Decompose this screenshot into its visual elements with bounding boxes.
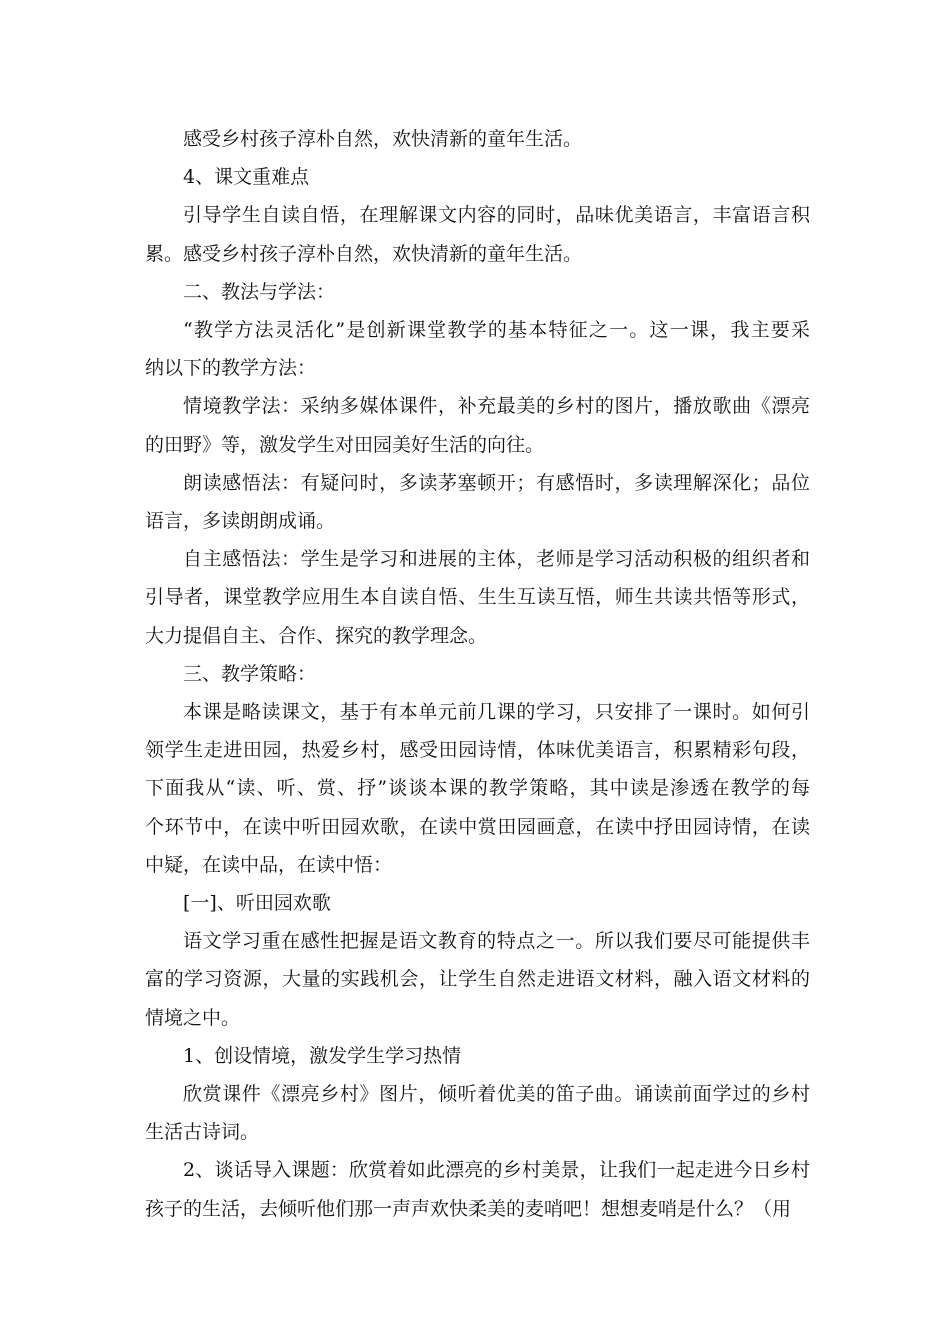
text-line: 累。感受乡村孩子淳朴自然，欢快清新的童年生活。	[145, 242, 583, 265]
paragraph	[145, 655, 810, 693]
text-line: “教学方法灵活化”是创新课堂教学的基本特征之一。这一课，我主要采	[183, 319, 810, 342]
paragraph	[145, 540, 810, 655]
text-line: 自主感悟法：学生是学习和进展的主体，老师是学习活动积极的组织者和	[183, 548, 810, 571]
paragraph	[145, 1037, 810, 1075]
paragraph	[145, 196, 810, 272]
paragraph	[145, 387, 810, 463]
text-line: 富的学习资源，大量的实践机会，让学生自然走进语文材料，融入语文材料的	[145, 968, 810, 991]
text-line: 本课是略读课文，基于有本单元前几课的学习，只安排了一课时。如何引	[183, 701, 810, 724]
text-line: 三、教学策略：	[183, 662, 317, 685]
paragraph	[145, 884, 810, 922]
text-line: 领学生走进田园，热爱乡村，感受田园诗情，体味优美语言，积累精彩句段，	[145, 739, 810, 762]
text-line: 的田野》等，激发学生对田园美好生活的向往。	[145, 433, 545, 456]
text-line: 中疑，在读中品，在读中悟：	[145, 853, 393, 876]
text-line: 纳以下的教学方法：	[145, 357, 317, 380]
text-line: 情境之中。	[145, 1006, 241, 1029]
paragraph	[145, 693, 810, 884]
paragraph	[145, 273, 810, 311]
document-body	[145, 120, 810, 1228]
text-line: 欣赏课件《漂亮乡村》图片，倾听着优美的笛子曲。诵读前面学过的乡村	[183, 1083, 810, 1106]
text-line: 个环节中，在读中听田园欢歌，在读中赏田园画意，在读中抒田园诗情，在读	[145, 815, 810, 838]
paragraph	[145, 1151, 810, 1227]
text-line: 引导学生自读自悟，在理解课文内容的同时，品味优美语言，丰富语言积	[183, 204, 810, 227]
text-line: 下面我从“读、听、赏、抒”谈谈本课的教学策略，其中读是渗透在教学的每	[145, 777, 810, 800]
text-line: 生活古诗词。	[145, 1121, 260, 1144]
paragraph	[145, 311, 810, 387]
text-line: 4、课文重难点	[183, 166, 310, 189]
paragraph	[145, 464, 810, 540]
text-line: 引导者，课堂教学应用生本自读自悟、生生互读互悟，师生共读共悟等形式，	[145, 586, 810, 609]
text-line: 孩子的生活，去倾听他们那一声声欢快柔美的麦哨吧！想想麦哨是什么？（用	[145, 1197, 792, 1220]
text-line: 二、教法与学法：	[183, 280, 336, 303]
text-line: [一]、听田园欢歌	[183, 892, 331, 915]
paragraph	[145, 158, 810, 196]
paragraph	[145, 120, 810, 158]
text-line: 1、创设情境，激发学生学习热情	[183, 1044, 462, 1067]
paragraph	[145, 922, 810, 1037]
text-line: 2、谈话导入课题：欣赏着如此漂亮的乡村美景，让我们一起走进今日乡村	[183, 1159, 810, 1182]
text-line: 情境教学法：采纳多媒体课件，补充最美的乡村的图片，播放歌曲《漂亮	[183, 395, 810, 418]
text-line: 语文学习重在感性把握是语文教育的特点之一。所以我们要尽可能提供丰	[183, 930, 810, 953]
paragraph	[145, 1075, 810, 1151]
text-line: 大力提倡自主、合作、探究的教学理念。	[145, 624, 488, 647]
text-line: 语言，多读朗朗成诵。	[145, 510, 336, 533]
text-line: 感受乡村孩子淳朴自然，欢快清新的童年生活。	[183, 128, 583, 150]
text-line: 朗读感悟法：有疑问时，多读茅塞顿开；有感悟时，多读理解深化；品位	[183, 471, 810, 494]
